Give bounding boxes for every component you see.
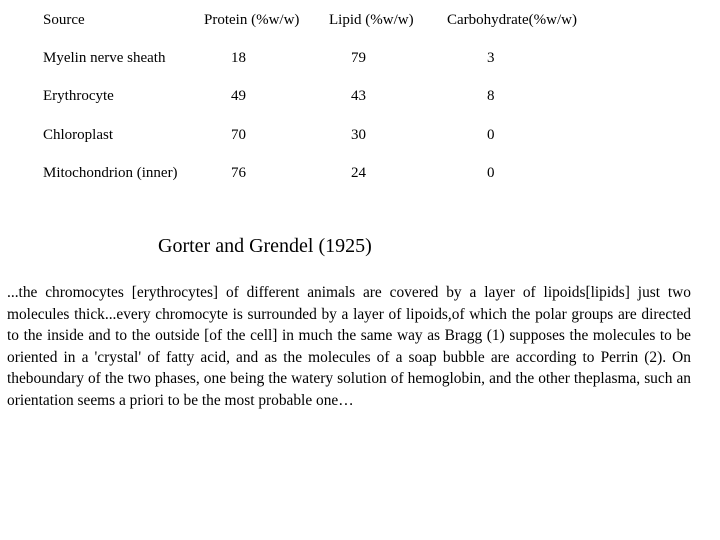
row-lipid: 43 — [351, 88, 366, 104]
citation-title: Gorter and Grendel (1925) — [158, 235, 372, 257]
row-protein: 49 — [231, 88, 246, 104]
row-carbohydrate: 3 — [487, 50, 495, 66]
header-protein: Protein (%w/w) — [204, 12, 300, 28]
quote-paragraph: ...the chromocytes [erythrocytes] of different animals are covered by a layer of lipoids[lipids] just two molecules thick...every chromocyte is surrounded by a layer of lipoids,of which the polar groups are directed to the inside and to the outside [of the cell] in much the same way as Bragg (1) supposes the molecules to be oriented in a 'crystal' of fatty acid, and as the molecules of a soap bubble are according to Perrin (2). On theboundary of the two phases, one being the watery solution of hemoglobin, and the other theplasma, such an orientation seems a priori to be the most probable one… — [7, 284, 691, 409]
row-carbohydrate: 0 — [487, 127, 495, 143]
row-protein: 76 — [231, 165, 246, 181]
row-source: Chloroplast — [43, 127, 113, 143]
row-carbohydrate: 8 — [487, 88, 495, 104]
row-source: Erythrocyte — [43, 88, 114, 104]
row-carbohydrate: 0 — [487, 165, 495, 181]
header-source: Source — [43, 12, 85, 28]
row-lipid: 79 — [351, 50, 366, 66]
row-lipid: 30 — [351, 127, 366, 143]
header-lipid: Lipid (%w/w) — [329, 12, 414, 28]
row-lipid: 24 — [351, 165, 366, 181]
row-source: Mitochondrion (inner) — [43, 165, 178, 181]
header-carbohydrate: Carbohydrate(%w/w) — [447, 12, 577, 28]
row-protein: 18 — [231, 50, 246, 66]
row-protein: 70 — [231, 127, 246, 143]
row-source: Myelin nerve sheath — [43, 50, 166, 66]
